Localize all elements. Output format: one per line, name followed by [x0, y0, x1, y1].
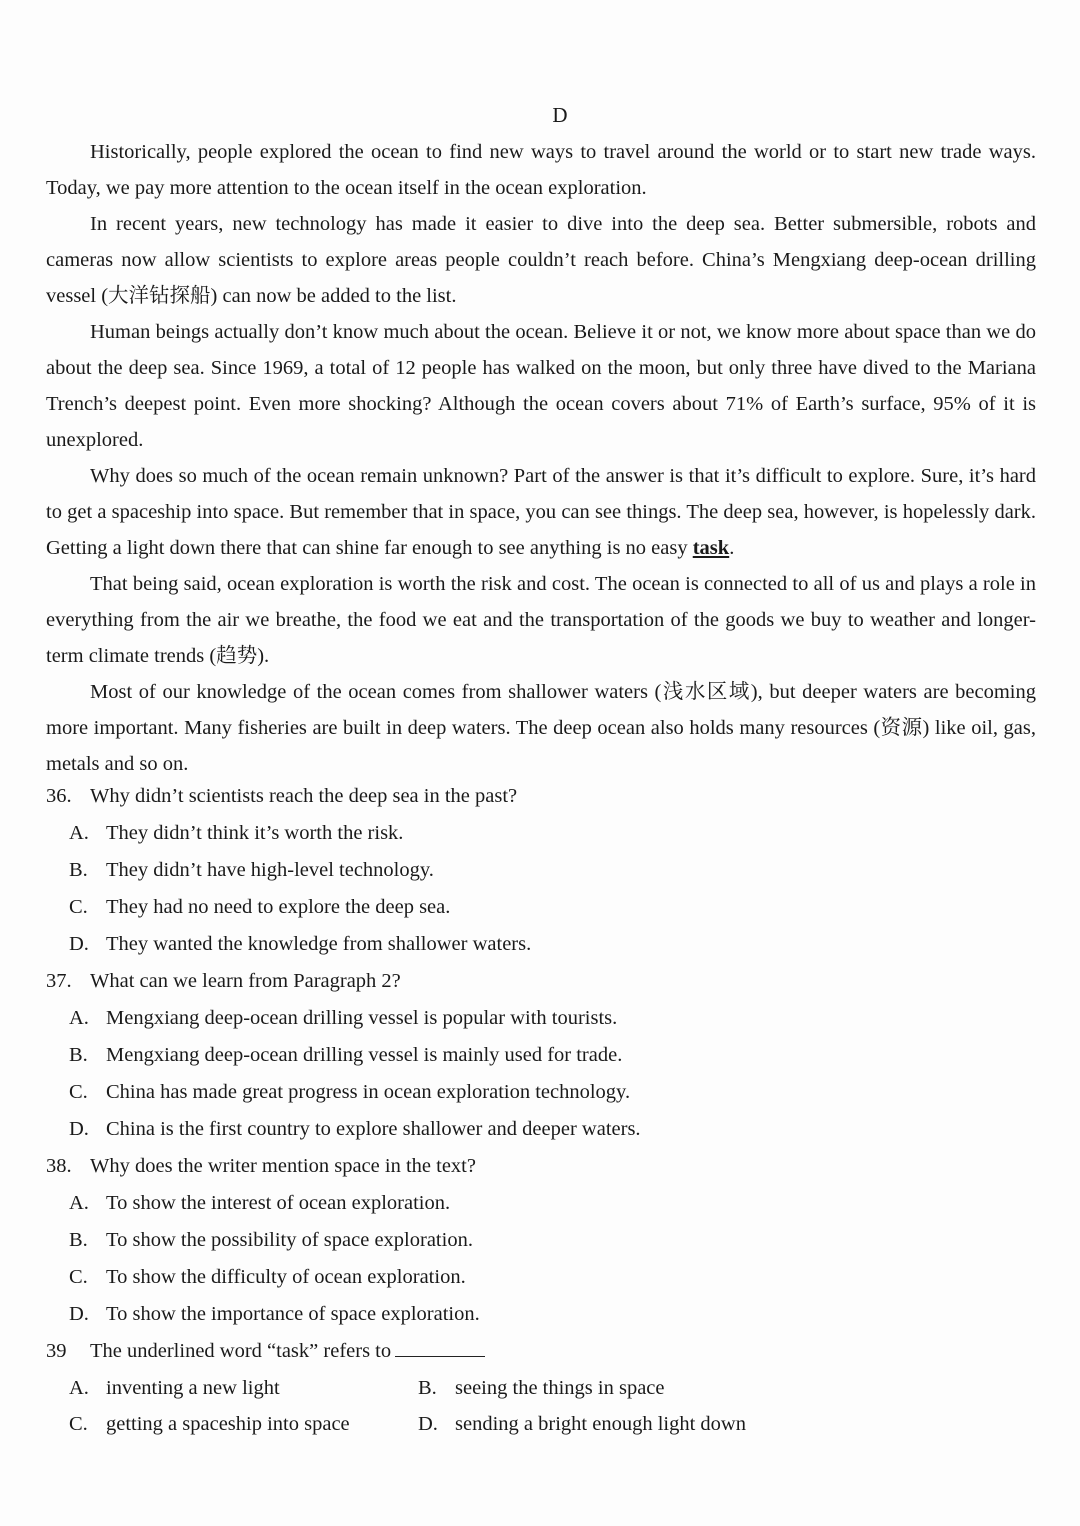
paragraph-5: That being said, ocean exploration is worth the risk and cost. The ocean is connected to all of us and plays a role in everything from the air we breathe, the food we eat and the transportation of the goods we buy to weather and longer-term climate trends (趋势). — [46, 573, 1036, 667]
option-text: Mengxiang deep-ocean drilling vessel is mainly used for trade. — [106, 1044, 623, 1066]
option-b — [46, 1037, 1036, 1074]
option-letter: A. — [69, 1192, 89, 1214]
option-text: They wanted the knowledge from shallower waters. — [106, 933, 532, 955]
paragraph-3: Human beings actually don’t know much about the ocean. Believe it or not, we know more about space than we do about the deep sea. Since 1969, a total of 12 people has walked on the moon, but only three have dived to the Mariana Trench’s deepest point. Even more shocking? Although the ocean covers about 71% of Earth’s surface, 95% of it is unexplored. — [46, 321, 1036, 451]
option-c — [69, 1406, 418, 1442]
question-text: Why didn’t scientists reach the deep sea in the past? — [90, 785, 518, 807]
option-text: sending a bright enough light down — [455, 1413, 746, 1435]
question-36 — [46, 778, 1036, 963]
option-text: They didn’t have high-level technology. — [106, 859, 434, 881]
question-number: 37. — [46, 970, 72, 992]
paragraph-4 — [46, 458, 1036, 566]
option-letter: D. — [69, 933, 89, 955]
option-letter: A. — [69, 1377, 89, 1399]
paragraph-2: In recent years, new technology has made it easier to dive into the deep sea. Better submersible, robots and cameras now allow scientists to explore areas people couldn’t reach before. China’s Mengxiang deep-ocean drilling vessel (大洋钻探船) can now be added to the list. — [46, 213, 1036, 307]
section-heading: D — [552, 103, 568, 127]
option-letter: A. — [69, 822, 89, 844]
option-text: To show the difficulty of ocean exploration. — [106, 1266, 466, 1288]
option-letter: C. — [69, 896, 88, 918]
option-letter: D. — [69, 1303, 89, 1325]
paragraph-4-end: . — [729, 537, 735, 559]
option-row-1 — [46, 1370, 1036, 1406]
underlined-word: task — [692, 537, 730, 559]
option-letter: B. — [69, 1044, 88, 1066]
question-39 — [46, 1333, 1036, 1442]
question-number: 39 — [46, 1340, 67, 1362]
option-text: inventing a new light — [106, 1377, 280, 1399]
option-b — [418, 1370, 767, 1406]
option-text: To show the importance of space exploration. — [106, 1303, 480, 1325]
question-list — [46, 778, 1036, 1442]
option-letter: B. — [69, 1229, 88, 1251]
option-text: China has made great progress in ocean exploration technology. — [106, 1081, 631, 1103]
option-text: Mengxiang deep-ocean drilling vessel is popular with tourists. — [106, 1007, 618, 1029]
option-letter: D. — [69, 1118, 89, 1140]
paragraph-1: Historically, people explored the ocean to find new ways to travel around the world or to start new trade ways. Today, we pay more attention to the ocean itself in the ocean exploration. — [46, 141, 1036, 199]
option-letter: B. — [418, 1377, 437, 1399]
option-d — [46, 1296, 1036, 1333]
option-d — [46, 926, 1036, 963]
option-a — [69, 1370, 418, 1406]
question-38 — [46, 1148, 1036, 1333]
question-text: What can we learn from Paragraph 2? — [90, 970, 401, 992]
option-letter: A. — [69, 1007, 89, 1029]
question-number: 38. — [46, 1155, 72, 1177]
question-stem — [46, 963, 1036, 1000]
question-stem — [46, 778, 1036, 815]
paragraph-4-text: Why does so much of the ocean remain unknown? Part of the answer is that it’s difficult to explore. Sure, it’s hard to get a spaceship into space. But remember that in space, you can see things. The deep sea, however, is hopelessly dark. Getting a light down there that can shine far enough to see anything is no easy — [46, 465, 1036, 559]
option-row-2 — [46, 1406, 1036, 1442]
option-letter: B. — [69, 859, 88, 881]
option-d — [46, 1111, 1036, 1148]
option-c — [46, 889, 1036, 926]
option-text: China is the first country to explore shallower and deeper waters. — [106, 1118, 641, 1140]
option-d — [418, 1406, 767, 1442]
option-a — [46, 1000, 1036, 1037]
option-c — [46, 1259, 1036, 1296]
option-a — [46, 815, 1036, 852]
reading-passage — [46, 134, 1036, 782]
option-letter: D. — [418, 1413, 438, 1435]
option-letter: C. — [69, 1413, 88, 1435]
question-number: 36. — [46, 785, 72, 807]
question-text: Why does the writer mention space in the text? — [90, 1155, 476, 1177]
option-letter: C. — [69, 1266, 88, 1288]
question-stem — [46, 1148, 1036, 1185]
option-text: getting a spaceship into space — [106, 1413, 350, 1435]
answer-blank[interactable] — [395, 1336, 485, 1357]
option-b — [46, 852, 1036, 889]
paragraph-6: Most of our knowledge of the ocean comes from shallower waters (浅水区域), but deeper waters are becoming more important. Many fisheries are built in deep waters. The deep ocean also holds many resources (资源) like oil, gas, metals and so on. — [46, 681, 1036, 775]
question-text: The underlined word “task” refers to — [90, 1340, 392, 1362]
question-37 — [46, 963, 1036, 1148]
option-b — [46, 1222, 1036, 1259]
option-text: To show the interest of ocean exploration. — [106, 1192, 451, 1214]
option-letter: C. — [69, 1081, 88, 1103]
option-text: They didn’t think it’s worth the risk. — [106, 822, 404, 844]
question-stem — [46, 1333, 1036, 1370]
option-a — [46, 1185, 1036, 1222]
option-text: To show the possibility of space exploration. — [106, 1229, 473, 1251]
option-text: They had no need to explore the deep sea. — [106, 896, 451, 918]
option-text: seeing the things in space — [455, 1377, 665, 1399]
option-c — [46, 1074, 1036, 1111]
